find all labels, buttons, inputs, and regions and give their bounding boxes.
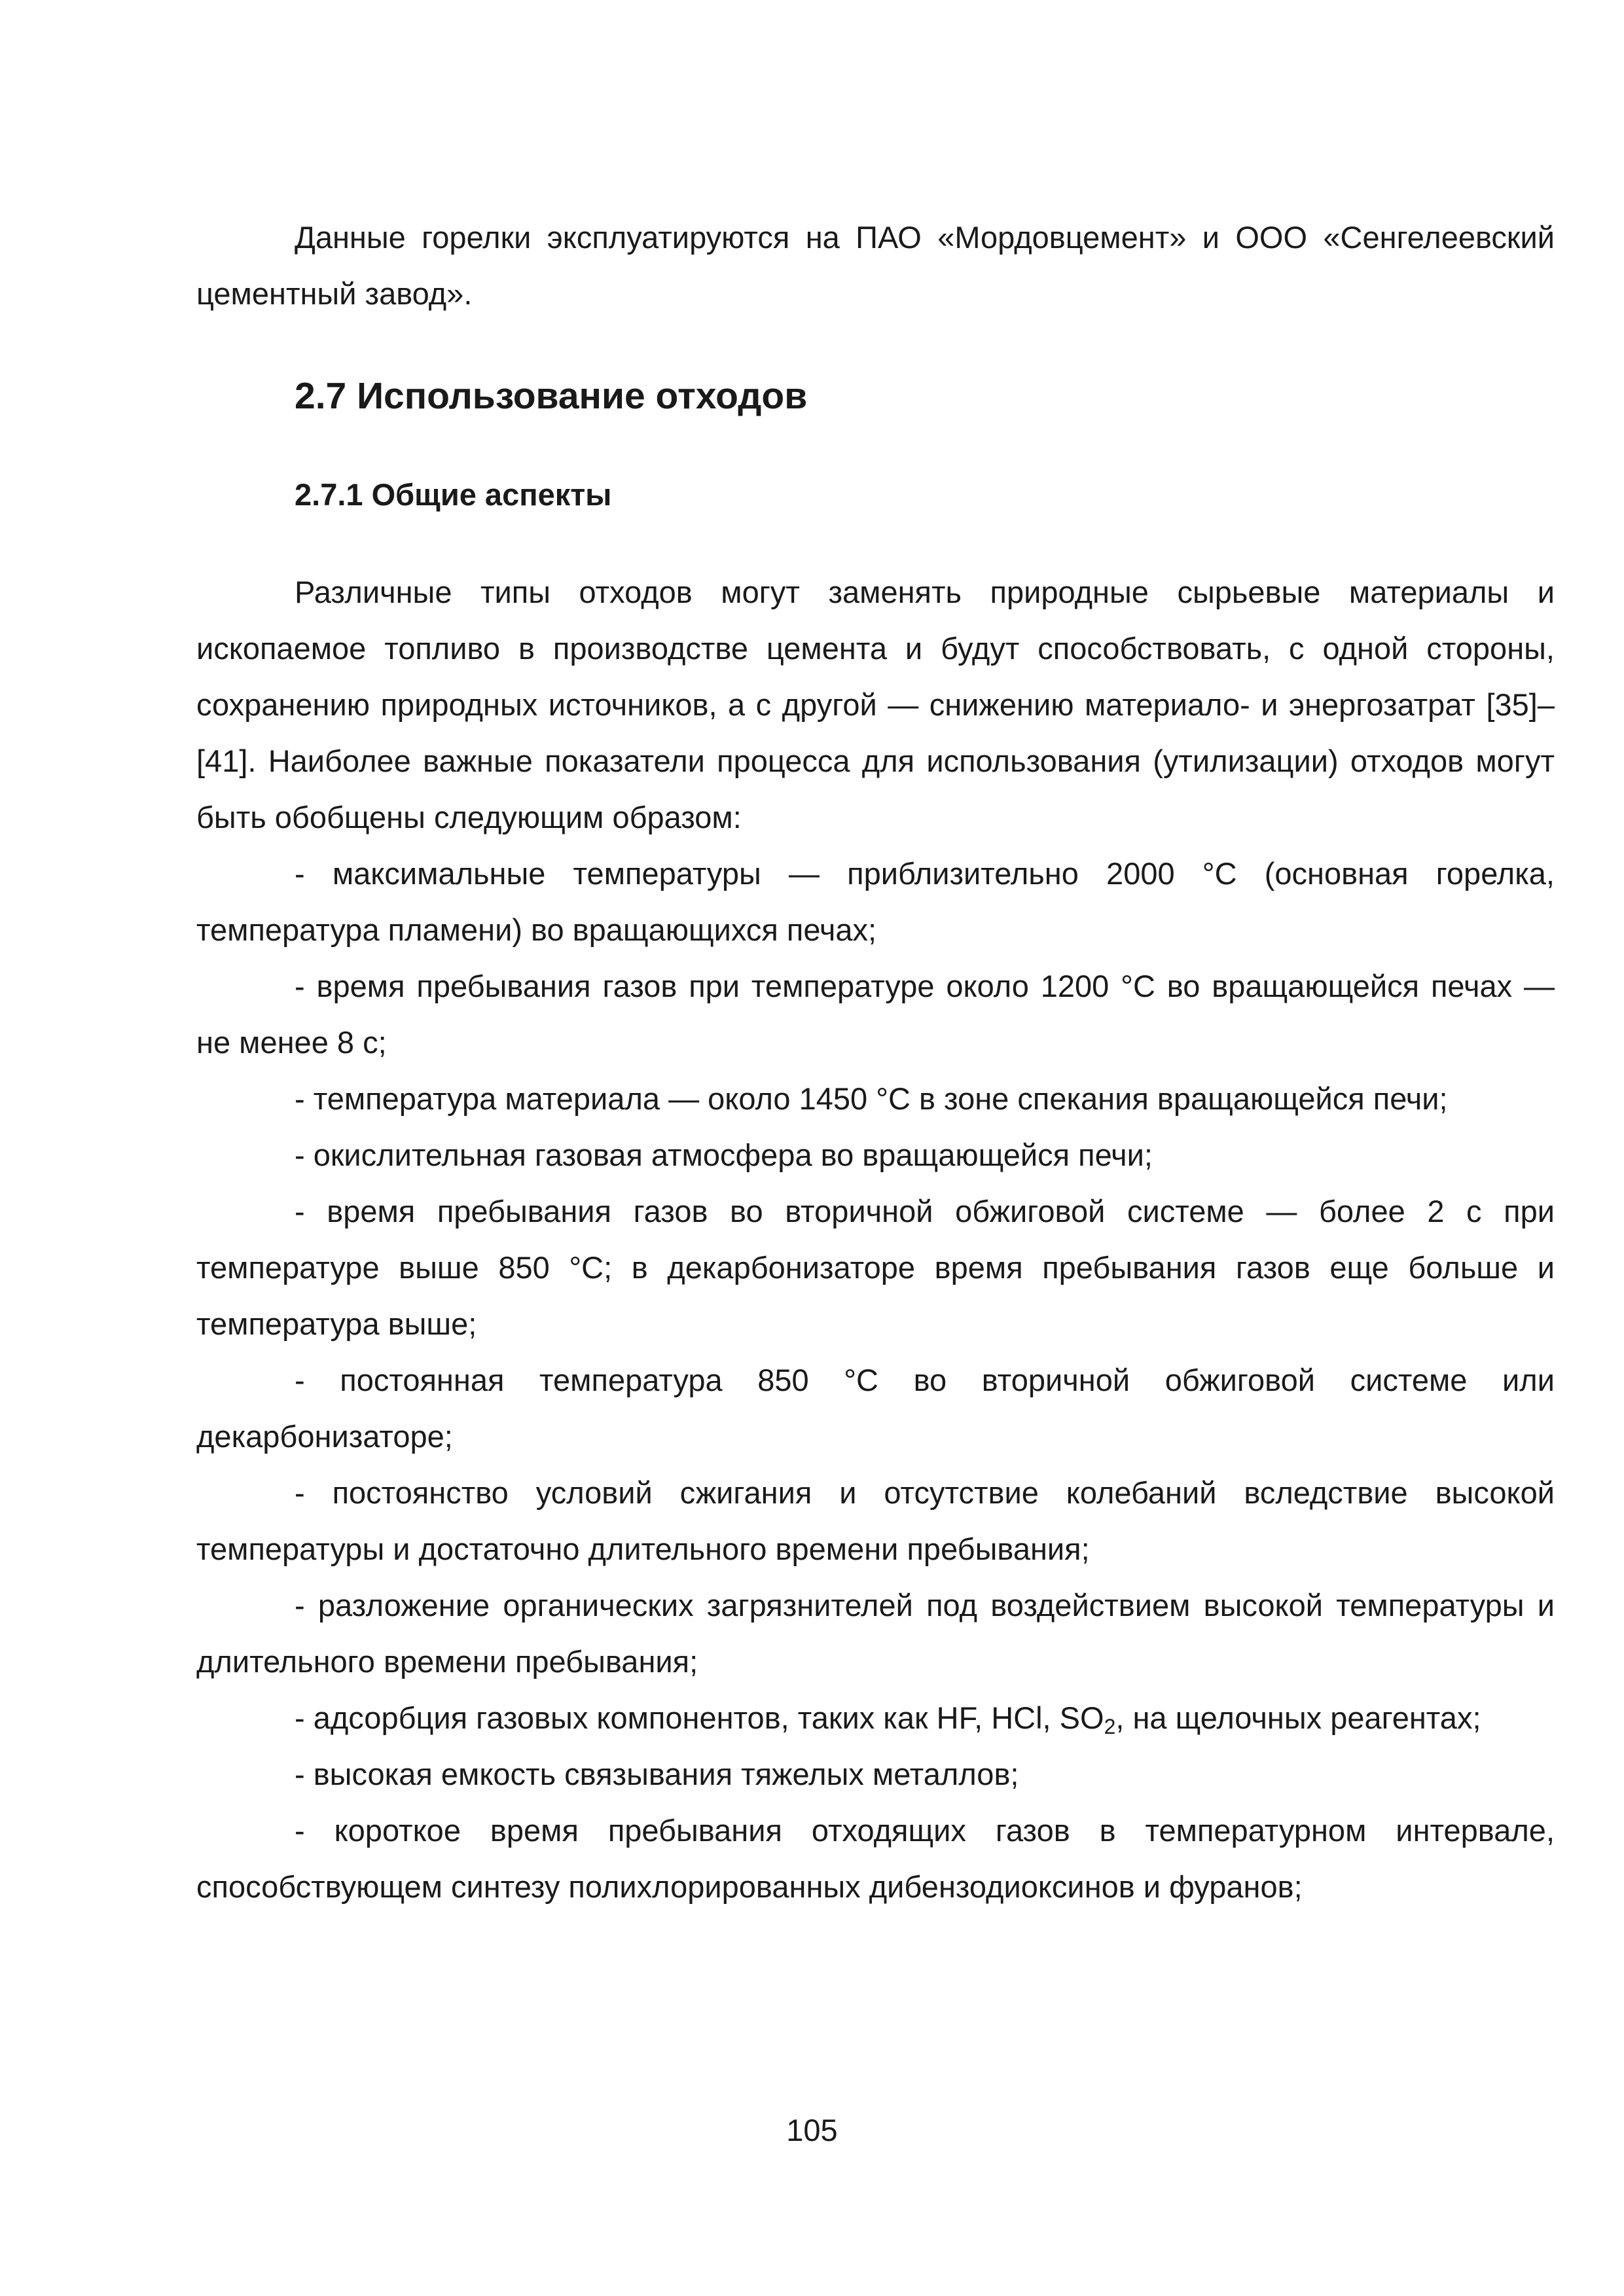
- list-item: - высокая емкость связывания тяжелых металлов;: [295, 1757, 1019, 1791]
- list-item: - короткое время пребывания отходящих газов в температурном интервале, способствующем синтезу полихлорированных дибензодиоксинов и фуранов;: [196, 1813, 1555, 1904]
- adsorption-text-before: - адсорбция газовых компонентов, таких как HF, HCl, SO: [295, 1700, 1104, 1735]
- list-item: - время пребывания газов во вторичной обжиговой системе — более 2 с при температуре выше 850 °С; в декарбонизаторе время пребывания газов еще больше и температура выше;: [196, 1194, 1555, 1341]
- list-item: - разложение органических загрязнителей под воздействием высокой температуры и длительного времени пребывания;: [196, 1588, 1555, 1679]
- subsection-title: 2.7.1 Общие аспекты: [295, 477, 612, 512]
- list-item: - окислительная газовая атмосфера во вращающейся печи;: [295, 1138, 1153, 1172]
- so2-subscript: 2: [1104, 1715, 1116, 1738]
- document-page: [196, 209, 1555, 1915]
- list-item: - постоянная температура 850 °С во вторичной обжиговой системе или декарбонизаторе;: [196, 1363, 1555, 1454]
- intro-paragraph: Данные горелки эксплуатируются на ПАО «Мордовцемент» и ООО «Сенгелеевский цементный завод».: [196, 220, 1555, 311]
- list-item: - температура материала — около 1450 °С в зоне спекания вращающейся печи;: [295, 1081, 1448, 1116]
- list-item: - постоянство условий сжигания и отсутствие колебаний вследствие высокой температуры и достаточно длительного времени пребывания;: [196, 1475, 1555, 1566]
- body-paragraph: Различные типы отходов могут заменять природные сырьевые материалы и ископаемое топливо в производстве цемента и будут способствовать, с одной стороны, сохранению природных источников, а с другой — снижению материало- и энергозатрат [35]–[41]. Наиболее важные показатели процесса для использования (утилизации) отходов могут быть обобщены следующим образом:: [196, 575, 1555, 834]
- list-item: - максимальные температуры — приблизительно 2000 °С (основная горелка, температура пламени) во вращающихся печах;: [196, 856, 1555, 947]
- page-number: 105: [786, 2113, 838, 2147]
- list-item-adsorption: [196, 1690, 1555, 1746]
- adsorption-text-after: , на щелочных реагентах;: [1115, 1700, 1481, 1735]
- section-title: 2.7 Использование отходов: [295, 375, 808, 417]
- list-item: - время пребывания газов при температуре около 1200 °С во вращающейся печах — не менее 8 с;: [196, 969, 1555, 1060]
